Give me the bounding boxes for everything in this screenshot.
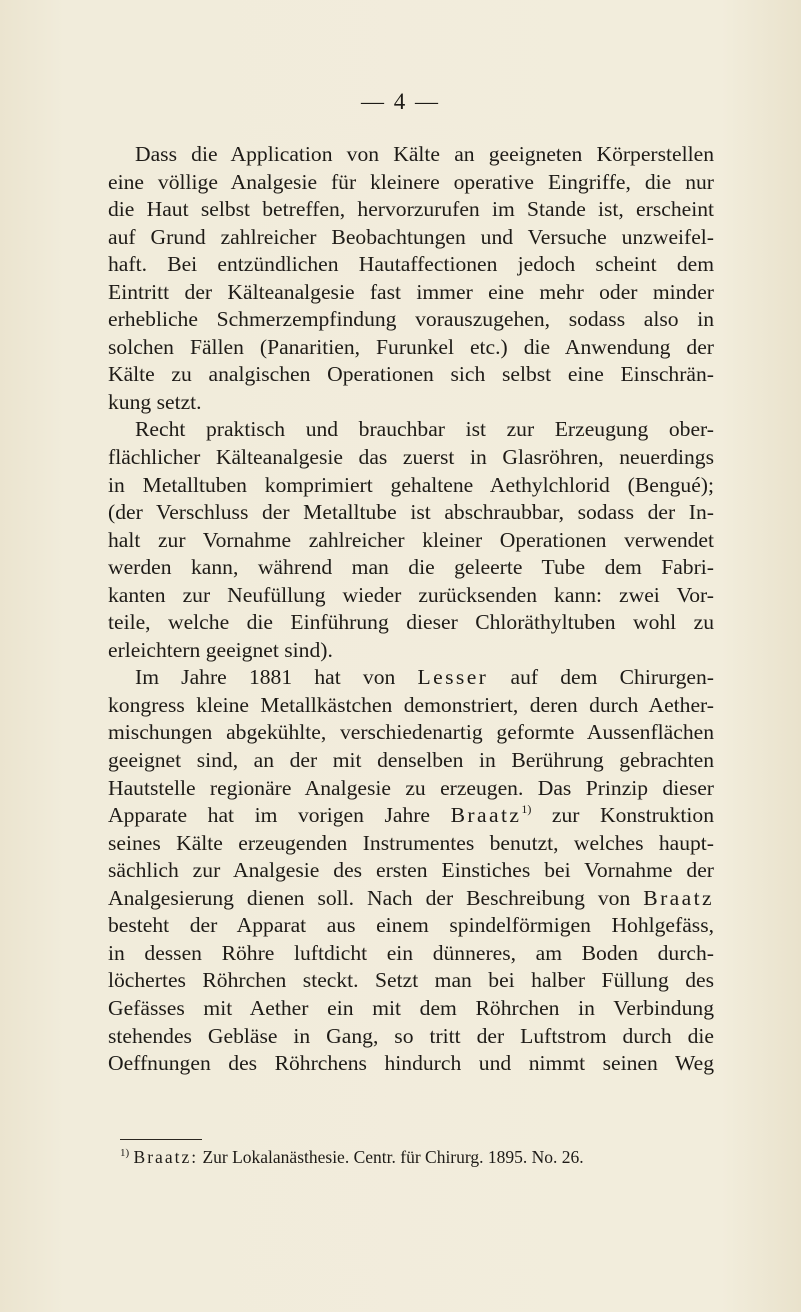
text-line: eine völlige Analgesie für kleinere operative Eingriffe, die nur [108,169,714,194]
text-segment: zur Konstruktion [551,803,714,828]
text-line: Recht praktisch und brauchbar ist zur Erzeugung ober- [135,417,714,442]
text-line [108,664,714,692]
text-line: seines Kälte erzeugenden Instrumentes benutzt, welches haupt- [108,830,714,855]
text-line: mischungen abgekühlte, verschiedenartig geformte Aussenflächen [108,720,714,745]
text-line: teile, welche die Einführung dieser Chloräthyltuben wohl zu [108,610,714,635]
footnote-marker [120,1147,129,1167]
text-line [108,802,714,830]
text-segment: Im Jahre 1881 hat von [135,665,396,690]
text-line: auf Grund zahlreicher Beobachtungen und Versuche unzweifel- [108,224,714,249]
text-line: sächlich zur Analgesie des ersten Einstiches bei Vornahme der [108,858,714,883]
page-number: — 4 — [361,89,440,114]
text-line: kanten zur Neufüllung wieder zurücksenden kann: zwei Vor- [108,582,714,607]
text-line: solchen Fällen (Panaritien, Furunkel etc.) die Anwendung der [108,334,714,359]
paragraph-1 [108,141,714,416]
text-line [108,885,714,913]
author-name: Braatz [643,885,715,910]
paragraph-2 [108,416,714,664]
text-line: kung setzt. [108,389,202,414]
text-line: Kälte zu analgischen Operationen sich selbst eine Einschrän- [108,362,714,387]
text-line: löchertes Röhrchen steckt. Setzt man bei halber Füllung des [108,968,714,993]
text-line: in Metalltuben komprimiert gehaltene Aethylchlorid (Bengué); [108,472,714,497]
text-line: besteht der Apparat aus einem spindelförmigen Hohlgefäss, [108,913,714,938]
text-line: Eintritt der Kälteanalgesie fast immer eine mehr oder minder [108,279,714,304]
text-line: die Haut selbst betreffen, hervorzurufen im Stande ist, erscheint [108,197,714,222]
text-line: Gefässes mit Aether ein mit dem Röhrchen in Verbindung [108,995,714,1020]
text-line: stehendes Gebläse in Gang, so tritt der Luftstrom durch die [108,1023,714,1048]
footnote-citation: Zur Lokalanästhesie. Centr. für Chirurg. 1895. No. 26. [202,1147,584,1167]
text-line: werden kann, während man die geleerte Tube dem Fabri- [108,555,714,580]
text-line: Dass die Application von Kälte an geeigneten Körperstellen [135,142,714,166]
footnote-reference[interactable]: 1) [521,802,532,817]
text-line: geeignet sind, an der mit denselben in Berührung gebrachten [108,748,714,773]
footnote-divider [120,1139,202,1140]
author-name: Braatz [450,803,522,828]
text-line: in dessen Röhre luftdicht ein dünneres, am Boden durch- [108,940,714,965]
text-line: haft. Bei entzündlichen Hautaffectionen jedoch scheint dem [108,252,714,277]
text-line: halt zur Vornahme zahlreicher kleiner Operationen verwendet [108,527,714,552]
text-segment: auf dem Chirurgen- [510,665,714,690]
text-segment: Analgesierung dienen soll. Nach der Beschreibung von [108,885,631,910]
body-text [108,141,714,1078]
text-line: erleichtern geeignet sind). [108,637,333,662]
text-line: (der Verschluss der Metalltube ist abschraubbar, sodass der In- [108,500,714,525]
text-line: Hautstelle regionäre Analgesie zu erzeugen. Das Prinzip dieser [108,775,714,800]
paragraph-3 [108,664,714,1077]
text-line: Oeffnungen des Röhrchens hindurch und nimmt seinen Weg [108,1051,714,1076]
footnote [120,1147,730,1168]
text-line: flächlicher Kälteanalgesie das zuerst in Glasröhren, neuerdings [108,445,714,470]
text-segment: Apparate hat im vorigen Jahre [108,803,431,828]
author-name: Lesser [417,665,489,690]
text-line: kongress kleine Metallkästchen demonstriert, deren durch Aether- [108,692,714,717]
footnote-author: Braatz: [133,1147,199,1167]
footnote-marker-text: 1) [120,1147,130,1159]
text-line: erhebliche Schmerzempfindung vorauszugehen, sodass also in [108,307,714,332]
